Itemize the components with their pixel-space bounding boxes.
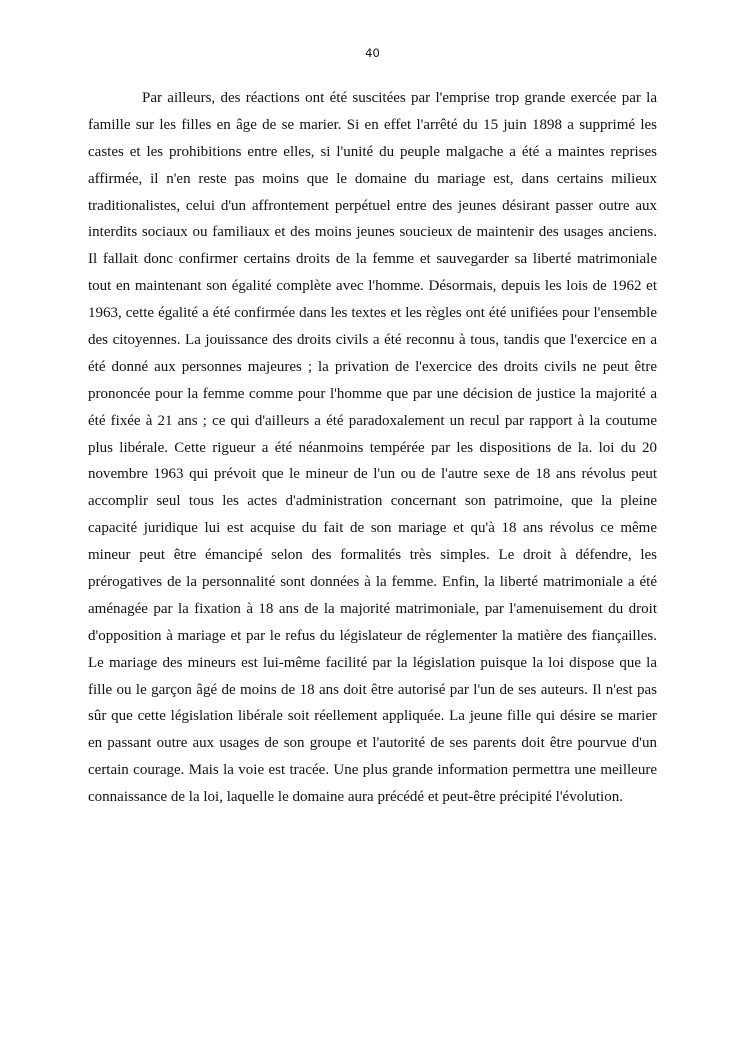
paragraph-line: en passant outre aux usages de son groupe et l'autorité de ses parents doit être pourvue d'un: [88, 735, 657, 752]
paragraph-line: affirmée, il n'en reste pas moins que le domaine du mariage est, dans certains milieux: [88, 170, 657, 187]
paragraph-line: capacité juridique lui est acquise du fait de son mariage et qu'à 18 ans révolus ce même: [88, 520, 657, 537]
paragraph-line: sûr que cette législation libérale soit réellement appliquée. La jeune fille qui désire se marier: [88, 708, 657, 725]
paragraph-line: interdits sociaux ou familiaux et des moins jeunes soucieux de maintenir des usages anciens.: [88, 224, 657, 241]
paragraph-line: des citoyennes. La jouissance des droits civils a été reconnu à tous, tandis que l'exercice en a: [88, 332, 657, 349]
paragraph-line: été fixée à 21 ans ; ce qui d'ailleurs a été paradoxalement un recul par rapport à la coutume: [88, 412, 657, 429]
paragraph-line: 1963, cette égalité a été confirmée dans les textes et les règles ont été unifiées pour l'ensemble: [88, 305, 657, 322]
paragraph-line: Le mariage des mineurs est lui-même facilité par la législation puisque la loi dispose que la: [88, 654, 657, 671]
paragraph-line: famille sur les filles en âge de se marier. Si en effet l'arrêté du 15 juin 1898 a supprimé les: [88, 116, 657, 133]
paragraph-line: aménagée par la fixation à 18 ans de la majorité matrimoniale, par l'amenuisement du droit: [88, 600, 657, 617]
paragraph-line: prononcée pour la femme comme pour l'homme que par une décision de justice la majorité a: [88, 385, 657, 402]
paragraph-line: novembre 1963 qui prévoit que le mineur de l'un ou de l'autre sexe de 18 ans révolus peut: [88, 466, 657, 483]
paragraph-line: d'opposition à mariage et par le refus du législateur de réglementer la matière des fiançailles.: [88, 627, 657, 644]
paragraph-line: plus libérale. Cette rigueur a été néanmoins tempérée par les dispositions de la. loi du 20: [88, 439, 657, 456]
paragraph-line: tout en maintenant son égalité complète avec l'homme. Désormais, depuis les lois de 1962 et: [88, 278, 657, 295]
paragraph-line: accomplir seul tous les actes d'administration concernant son patrimoine, que la pleine: [88, 493, 657, 510]
paragraph-line: traditionalistes, celui d'un affrontement perpétuel entre des jeunes désirant passer outre aux: [88, 197, 657, 214]
paragraph-line: prérogatives de la personnalité sont données à la femme. Enfin, la liberté matrimoniale a été: [88, 574, 657, 591]
paragraph-line: mineur peut être émancipé selon des formalités très simples. Le droit à défendre, les: [88, 547, 657, 564]
body-paragraph: [88, 87, 657, 813]
page-number: 40: [365, 46, 380, 60]
paragraph-line: castes et les prohibitions entre elles, si l'unité du peuple malgache a été a maintes reprises: [88, 143, 657, 160]
paragraph-line: certain courage. Mais la voie est tracée. Une plus grande information permettra une meilleure: [88, 762, 657, 779]
paragraph-line: Par ailleurs, des réactions ont été suscitées par l'emprise trop grande exercée par la: [142, 90, 657, 106]
paragraph-line: connaissance de la loi, laquelle le domaine aura précédé et peut-être précipité l'évolution.: [88, 789, 623, 806]
paragraph-line: fille ou le garçon âgé de moins de 18 ans doit être autorisé par l'un de ses auteurs. Il n'est pas: [88, 681, 657, 698]
paragraph-line: été donné aux personnes majeures ; la privation de l'exercice des droits civils ne peut être: [88, 358, 657, 375]
paragraph-line: Il fallait donc confirmer certains droits de la femme et sauvegarder sa liberté matrimoniale: [88, 251, 657, 268]
